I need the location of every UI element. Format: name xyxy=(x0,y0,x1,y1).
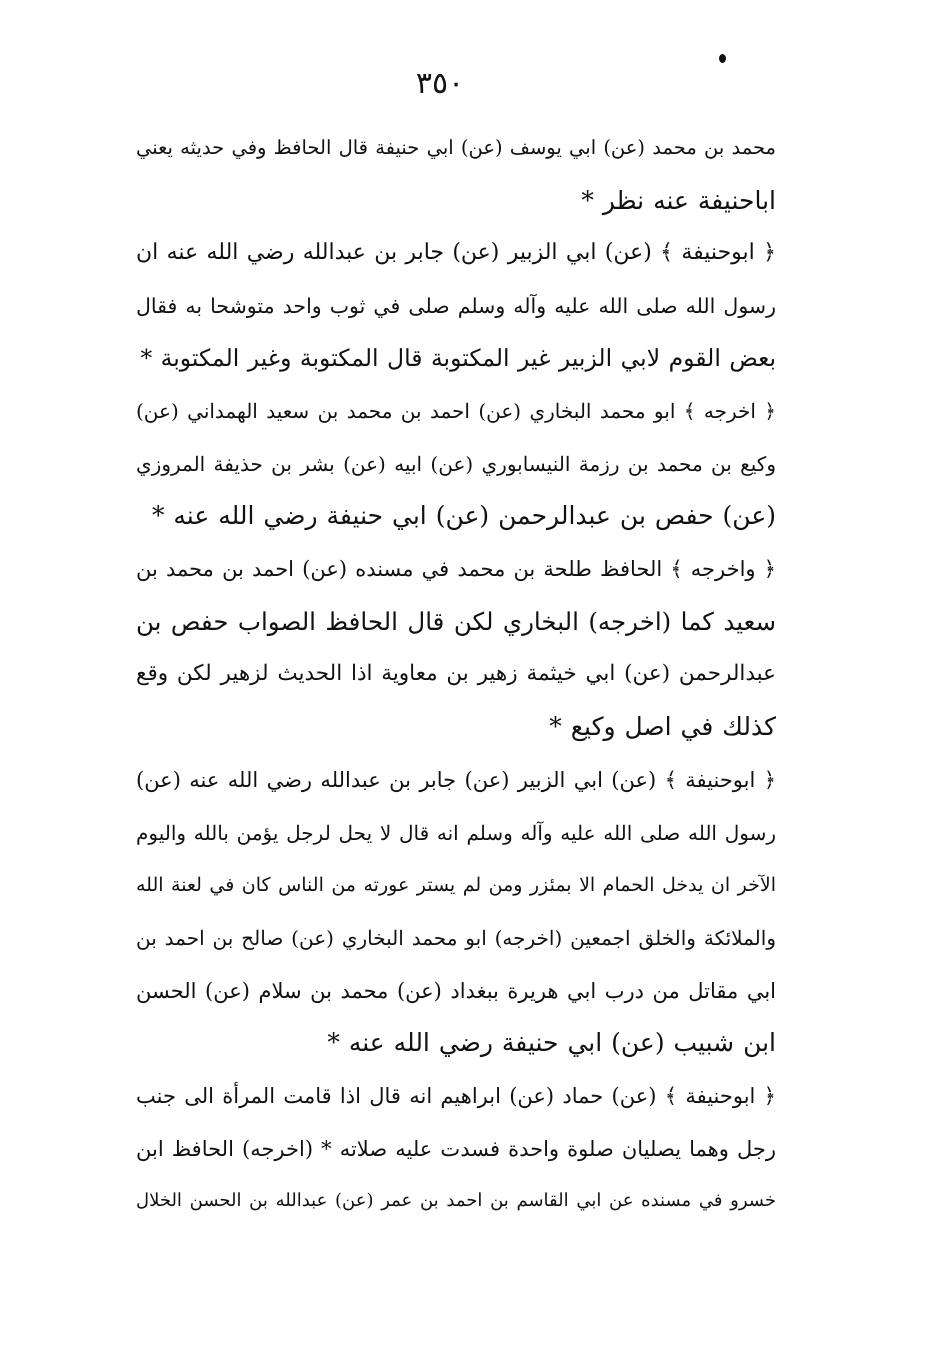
text-line: خسرو في مسنده عن ابي القاسم بن احمد بن عمر (عن) عبدالله بن الحسن الخلال xyxy=(136,1190,776,1212)
text-line: سعيد كما (اخرجه) البخاري لكن قال الحافظ الصواب حفص بن xyxy=(136,606,776,636)
text-line: كذلك في اصل وكيع * xyxy=(549,712,776,742)
text-line: ﴿ ابوحنيفة ﴾ (عن) ابي الزبير (عن) جابر بن عبدالله رضي الله عنه (عن) xyxy=(136,768,776,792)
text-line: الآخر ان يدخل الحمام الا بمئزر ومن لم يستر عورته من الناس كان في لعنة الله xyxy=(136,874,776,897)
text-line: رسول الله صلى الله عليه وآله وسلم انه قال لا يحل لرجل يؤمن بالله واليوم xyxy=(136,820,776,845)
text-line: وكيع بن محمد بن رزمة النيسابوري (عن) ابيه (عن) بشر بن حذيفة المروزي xyxy=(136,451,776,476)
text-line: ﴿ ابوحنيفة ﴾ (عن) حماد (عن) ابراهيم انه قال اذا قامت المرأة الى جنب xyxy=(136,1084,776,1108)
text-line: رسول الله صلى الله عليه وآله وسلم صلى في ثوب واحد متوشحا به فقال xyxy=(136,293,776,318)
text-line: رجل وهما يصليان صلوة واحدة فسدت عليه صلاته * (اخرجه) الحافظ ابن xyxy=(136,1136,776,1161)
text-line: ﴿ ابوحنيفة ﴾ (عن) ابي الزبير (عن) جابر بن عبدالله رضي الله عنه ان xyxy=(136,240,776,265)
paragraph-5 xyxy=(136,754,776,1070)
text-line: ابي مقاتل من درب ابي هريرة ببغداد (عن) محمد بن سلام (عن) الحسن xyxy=(136,978,776,1003)
paragraph-6 xyxy=(136,1070,776,1228)
paragraph-4 xyxy=(136,543,776,754)
text-line: والملائكة والخلق اجمعين (اخرجه) ابو محمد البخاري (عن) صالح بن احمد بن xyxy=(136,926,776,951)
text-line: بعض القوم لابي الزبير غير المكتوبة قال المكتوبة وغير المكتوبة * xyxy=(140,344,776,373)
ink-dot xyxy=(719,54,726,63)
paragraph-3 xyxy=(136,385,776,543)
text-line: (عن) حفص بن عبدالرحمن (عن) ابي حنيفة رضي الله عنه * xyxy=(151,501,776,531)
text-line: عبدالرحمن (عن) ابي خيثمة زهير بن معاوية اذا الحديث لزهير لكن وقع xyxy=(136,661,776,687)
page-number: ٣٥٠ xyxy=(415,66,465,101)
text-line: ابن شبيب (عن) ابي حنيفة رضي الله عنه * xyxy=(327,1028,776,1058)
text-line: اباحنيفة عنه نظر * xyxy=(581,185,776,215)
text-line: ﴿ واخرجه ﴾ الحافظ طلحة بن محمد في مسنده (عن) احمد بن محمد بن xyxy=(136,557,776,581)
text-line: محمد بن محمد (عن) ابي يوسف (عن) ابي حنيفة قال الحافظ وفي حديثه يعني xyxy=(136,136,776,159)
text-line: ﴿ اخرجه ﴾ ابو محمد البخاري (عن) احمد بن محمد بن سعيد الهمداني (عن) xyxy=(136,399,776,423)
paragraph-2 xyxy=(136,227,776,385)
paragraph-1 xyxy=(136,122,776,227)
